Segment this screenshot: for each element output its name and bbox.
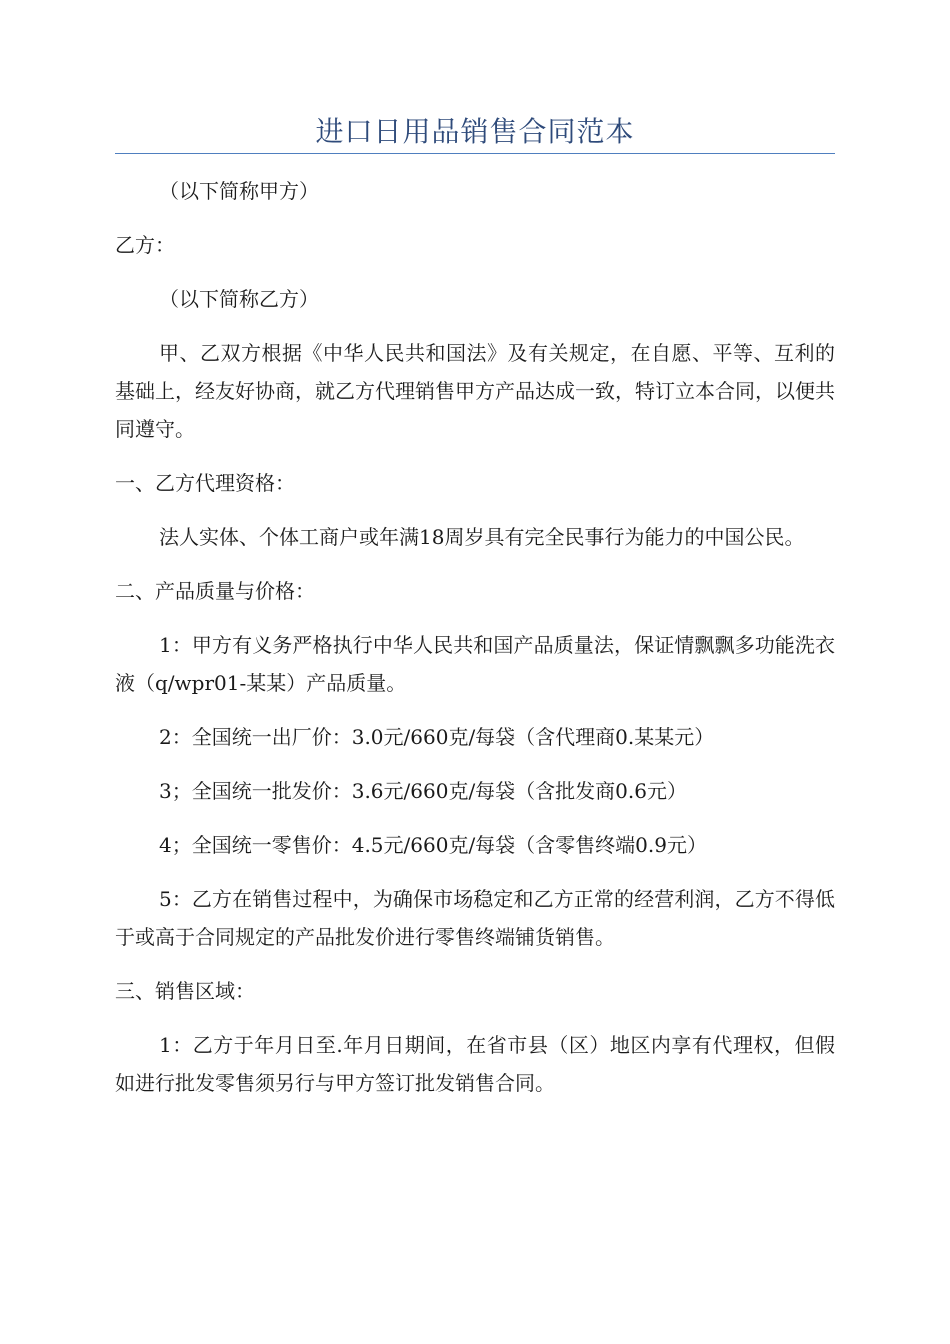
clause-retail-price: 4；全国统一零售价：4.5元/660克/每袋（含零售终端0.9元）: [159, 833, 707, 857]
paragraph-party-b-label: 乙方：: [115, 233, 175, 257]
section-heading-sales-region: 三、销售区域：: [115, 979, 255, 1003]
paragraph-party-a-note: （以下简称甲方）: [159, 179, 319, 203]
paragraph-party-b-note: （以下简称乙方）: [159, 287, 319, 311]
section-heading-qualification: 一、乙方代理资格：: [115, 471, 295, 495]
paragraph-qualification: 法人实体、个体工商户或年满18周岁具有完全民事行为能力的中国公民。: [159, 525, 805, 549]
document-title: 进口日用品销售合同范本: [315, 115, 635, 148]
clause-quality: 1：甲方有义务严格执行中华人民共和国产品质量法，保证情飘飘多功能洗衣液（q/wpr01-某某）产品质量。: [115, 633, 835, 695]
document-body: [115, 172, 835, 1118]
clause-factory-price: 2：全国统一出厂价：3.0元/660克/每袋（含代理商0.某某元）: [159, 725, 715, 749]
paragraph-preamble: 甲、乙双方根据《中华人民共和国法》及有关规定，在自愿、平等、互利的基础上，经友好协商，就乙方代理销售甲方产品达成一致，特订立本合同，以便共同遵守。: [115, 341, 835, 441]
clause-pricing-rule: 5：乙方在销售过程中，为确保市场稳定和乙方正常的经营利润，乙方不得低于或高于合同规定的产品批发价进行零售终端铺货销售。: [115, 887, 835, 949]
title-underline: [115, 153, 835, 154]
clause-wholesale-price: 3；全国统一批发价：3.6元/660克/每袋（含批发商0.6元）: [159, 779, 687, 803]
section-heading-quality-price: 二、产品质量与价格：: [115, 579, 315, 603]
clause-sales-region: 1：乙方于年月日至.年月日期间，在省市县（区）地区内享有代理权，但假如进行批发零售须另行与甲方签订批发销售合同。: [115, 1033, 835, 1095]
